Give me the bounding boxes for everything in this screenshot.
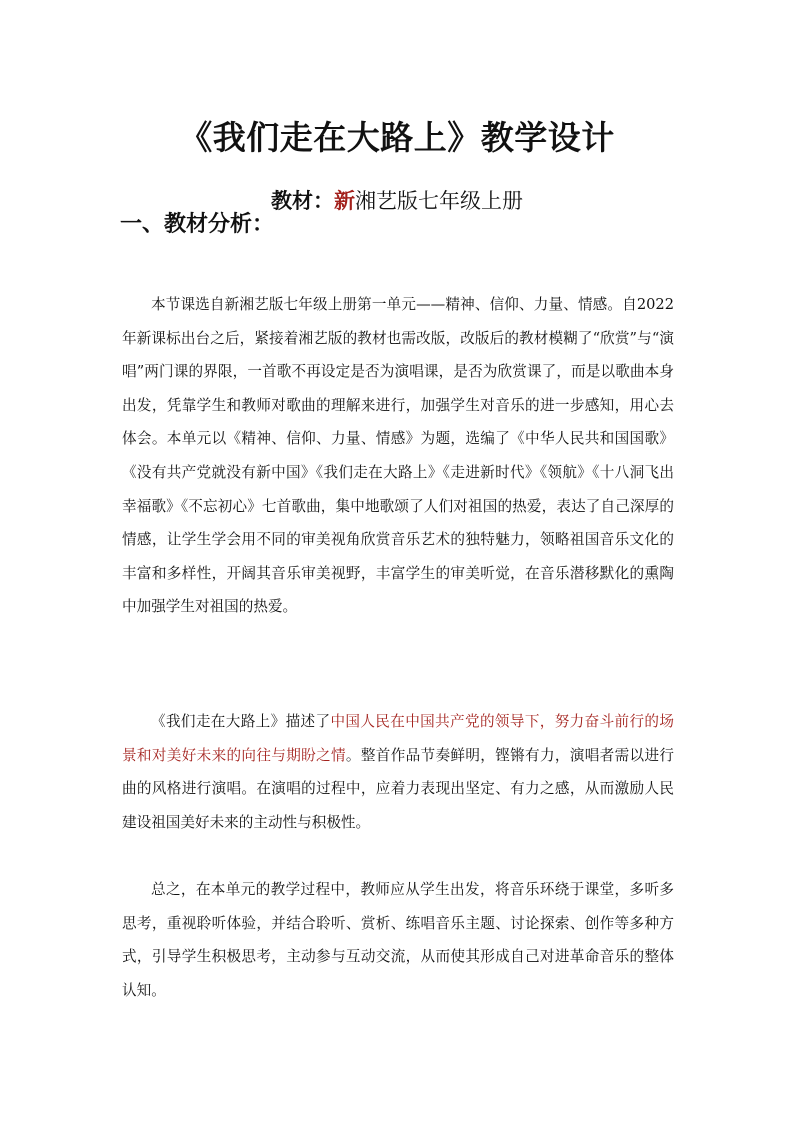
textbook-accent-char: 新: [334, 188, 355, 213]
page-title: 《我们走在大路上》教学设计: [179, 118, 615, 157]
song-description-highlight: 中国人民在中国共产党的领导下，努力奋斗前行的场景和对美好未来的向往与期盼之情: [122, 713, 674, 764]
song-description-lead: 《我们走在大路上》描述了: [151, 713, 331, 730]
section-heading: 一、教材分析：: [120, 212, 275, 237]
textbook-name: 湘艺版七年级上册: [355, 189, 523, 213]
song-description-rest: 。整首作品节奏鲜明，铿锵有力，演唱者需以进行曲的风格进行演唱。在演唱的过程中，应着力表现出坚定、有力之感，从而激励人民建设祖国美好未来的主动性与积极性。: [122, 746, 674, 831]
paragraph-summary: 总之，在本单元的教学过程中，教师应从学生出发，将音乐环绕于课堂，多听多思考，重视聆听体验，并结合聆听、赏析、练唱音乐主题、讨论探索、创作等多种方式，引导学生积极思考，主动参与互动交流，从而使其形成自己对进革命音乐的整体认知。: [122, 881, 674, 999]
textbook-label: 教材：: [271, 189, 334, 213]
paragraph-song-description: [122, 705, 674, 839]
paragraph-unit-overview: 本节课选自新湘艺版七年级上册第一单元——精神、信仰、力量、情感。自2022年新课标出台之后，紧接着湘艺版的教材也需改版，改版后的教材模糊了“欣赏”与“演唱”两门课的界限，一首歌不再设定是否为演唱课，是否为欣赏课了，而是以歌曲本身出发，凭靠学生和教师对歌曲的理解来进行，加强学生对音乐的进一步感知，用心去体会。本单元以《精神、信仰、力量、情感》为题，选编了《中华人民共和国国歌》《没有共产党就没有新中国》《我们走在大路上》《走进新时代》《领航》《十八洞飞出幸福歌》《不忘初心》七首歌曲，集中地歌颂了人们对祖国的热爱，表达了自己深厚的情感，让学生学会用不同的审美视角欣赏音乐艺术的独特魅力，领略祖国音乐文化的丰富和多样性，开阔其音乐审美视野，丰富学生的审美听觉，在音乐潜移默化的熏陶中加强学生对祖国的热爱。: [122, 296, 674, 616]
